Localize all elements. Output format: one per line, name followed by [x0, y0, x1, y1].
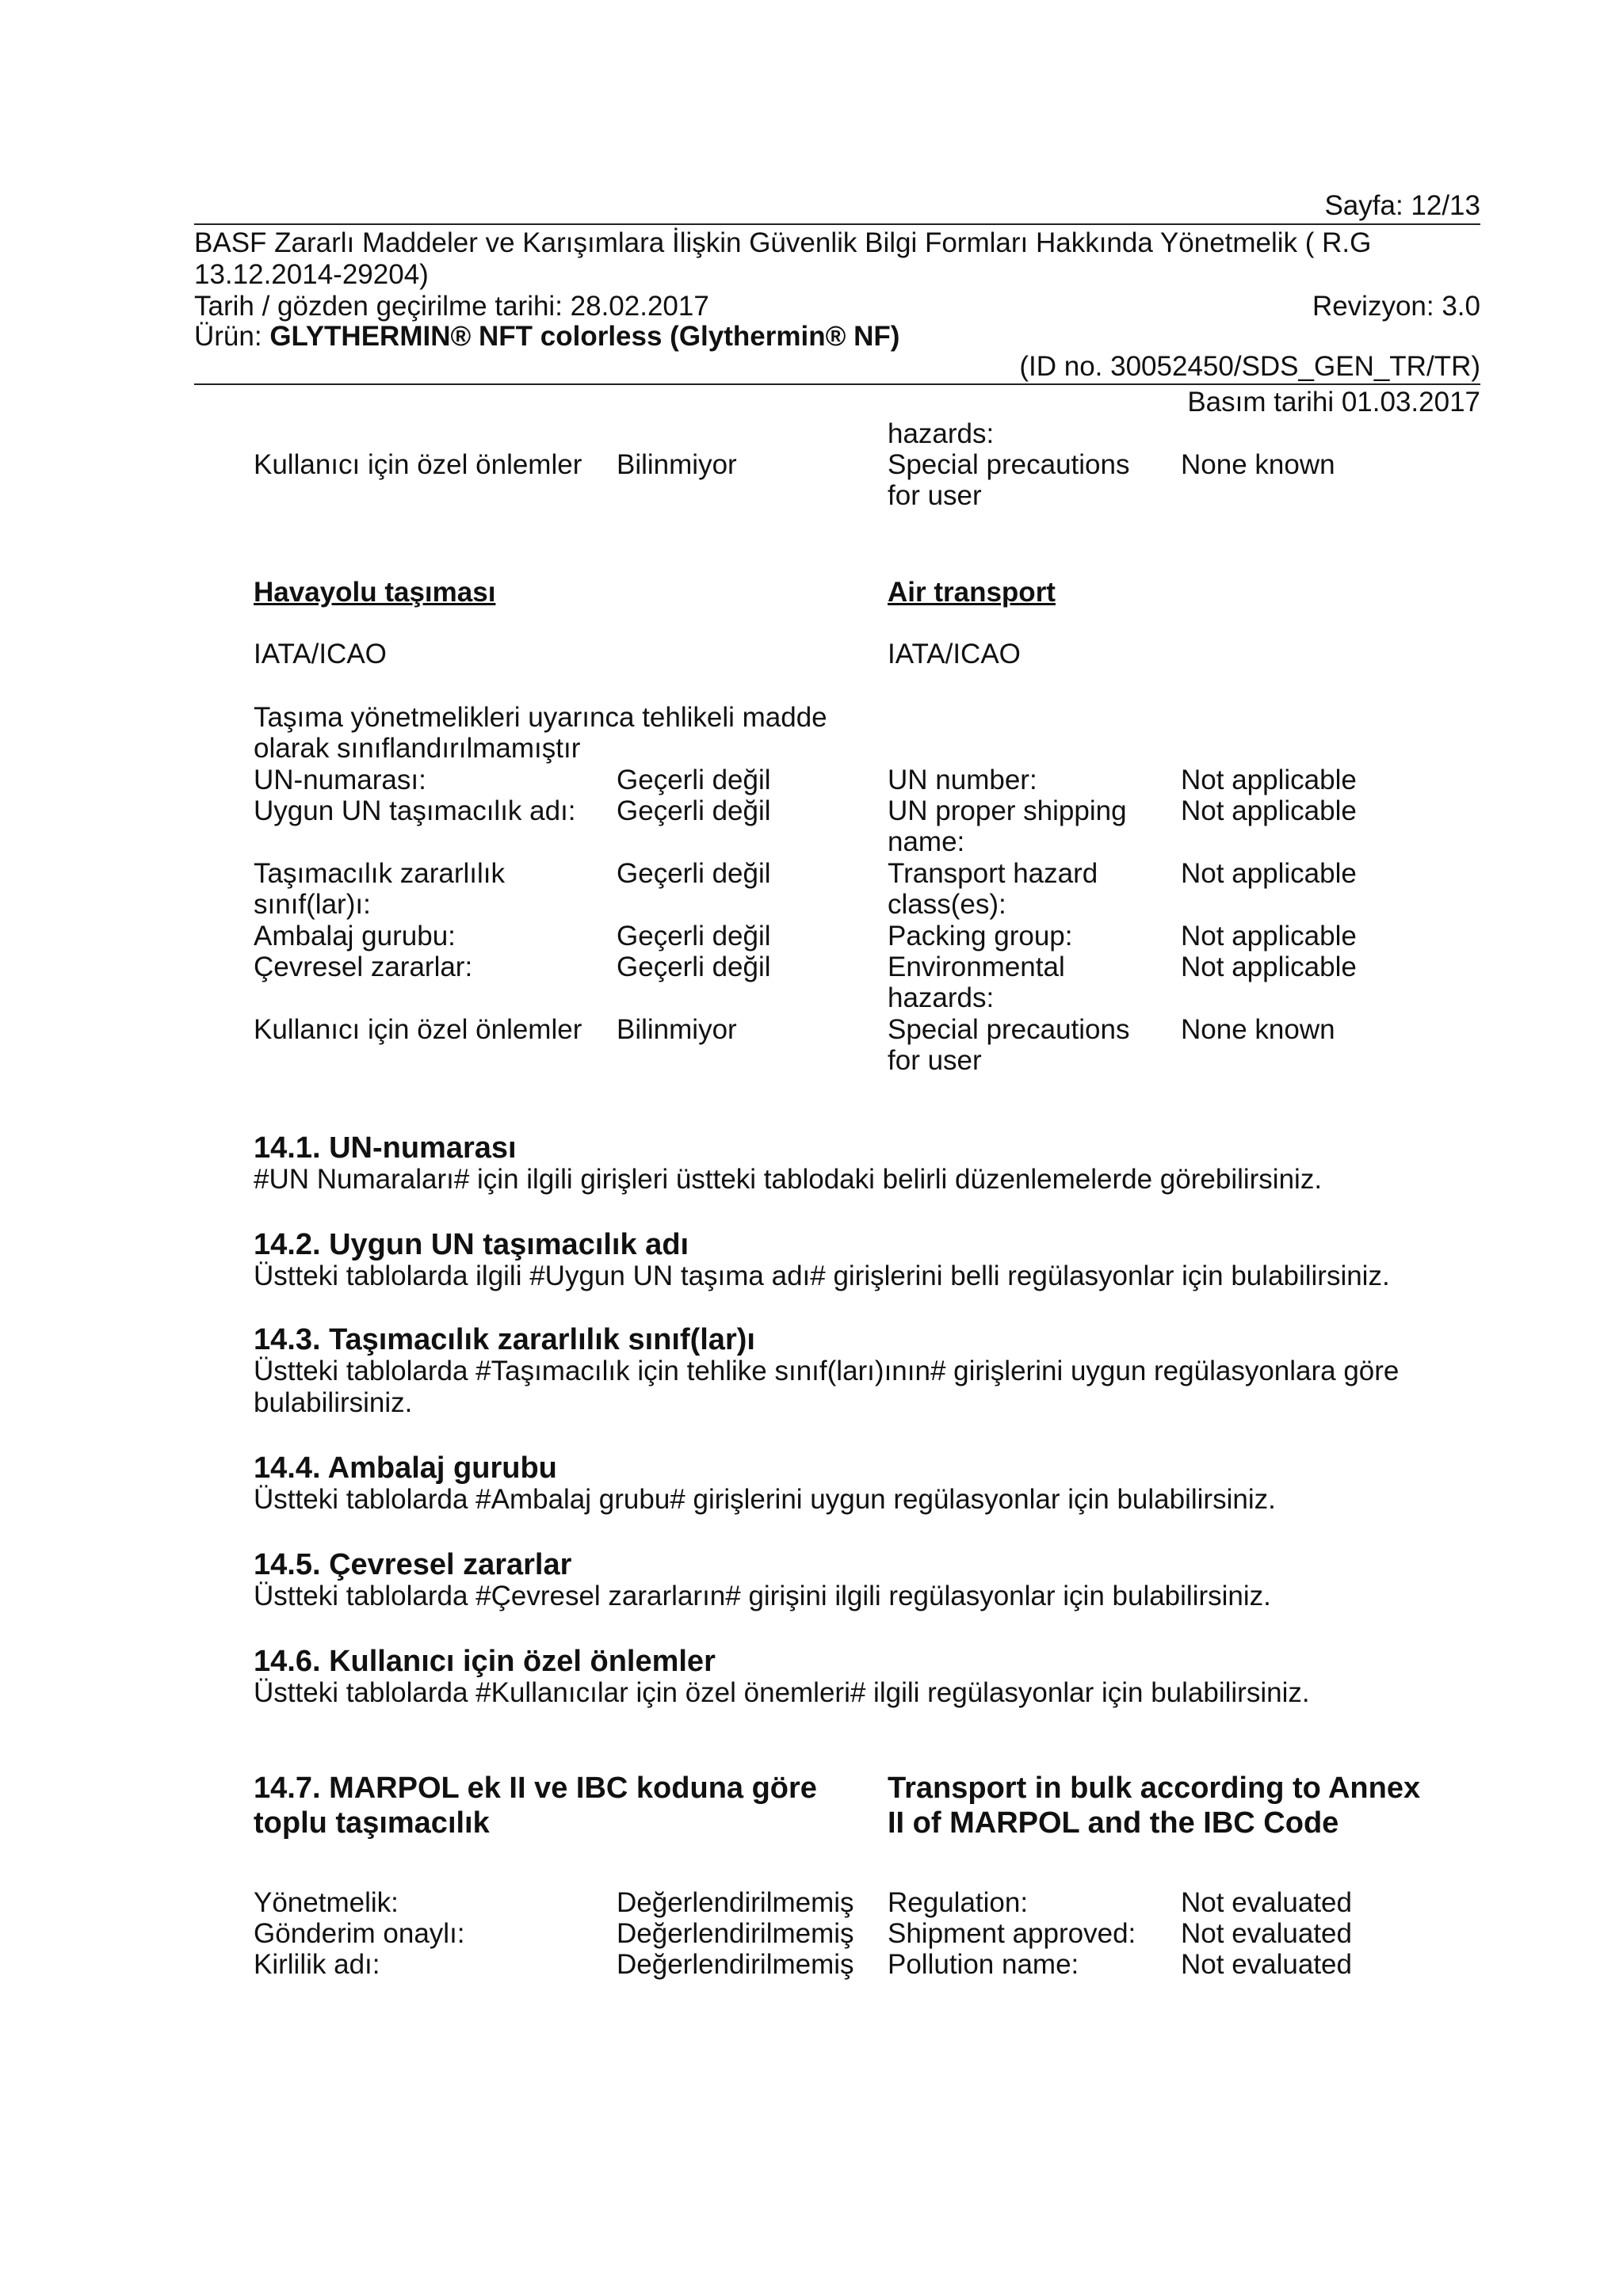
air-row-tr-value: Bilinmiyor	[617, 1014, 737, 1045]
iata-code-tr: IATA/ICAO	[254, 639, 387, 669]
marpol-row-tr-value: Değerlendirilmemiş	[617, 1918, 854, 1949]
air-row-tr-label: Taşımacılık zararlılık	[254, 858, 505, 889]
header-top-rule	[194, 223, 1480, 225]
air-row-tr-label: Kullanıcı için özel önlemler	[254, 1014, 582, 1045]
marpol-title-en-line1: Transport in bulk according to Annex	[888, 1772, 1421, 1805]
section-title: 14.5. Çevresel zararlar	[254, 1548, 572, 1581]
section-text: Üstteki tablolarda #Kullanıcılar için özel önemleri# ilgili regülasyonlar için bulabilirsiniz.	[254, 1677, 1310, 1708]
special-precautions-en-label-2: for user	[888, 480, 982, 511]
section-text-cont: bulabilirsiniz.	[254, 1387, 413, 1418]
air-row-tr-value: Geçerli değil	[617, 921, 771, 952]
revision-number: Revizyon: 3.0	[1312, 291, 1480, 322]
air-row-en-label-cont: hazards:	[888, 982, 995, 1013]
marpol-row-tr-label: Kirlilik adı:	[254, 1949, 380, 1980]
iata-code-en: IATA/ICAO	[888, 639, 1021, 669]
air-row-en-value: Not applicable	[1181, 858, 1357, 889]
air-row-en-label: Packing group:	[888, 921, 1073, 952]
page-number: Sayfa: 12/13	[1324, 190, 1480, 221]
marpol-title-en-line2: II of MARPOL and the IBC Code	[888, 1806, 1339, 1840]
special-precautions-tr-value: Bilinmiyor	[617, 449, 737, 480]
section-title: 14.6. Kullanıcı için özel önlemler	[254, 1645, 716, 1678]
section-title: 14.3. Taşımacılık zararlılık sınıf(lar)ı	[254, 1323, 755, 1356]
id-number: (ID no. 30052450/SDS_GEN_TR/TR)	[1019, 351, 1480, 382]
section-text: Üstteki tablolarda ilgili #Uygun UN taşıma adı# girişlerini belli regülasyonlar için bulabilirsiniz.	[254, 1261, 1390, 1291]
air-transport-title-en: Air transport	[888, 577, 1056, 608]
air-row-tr-value: Geçerli değil	[617, 952, 771, 982]
air-row-tr-label: UN-numarası:	[254, 765, 426, 795]
air-row-en-value: Not applicable	[1181, 795, 1357, 826]
section-title: 14.1. UN-numarası	[254, 1131, 517, 1165]
revision-date: Tarih / gözden geçirilme tarihi: 28.02.2017	[194, 291, 709, 322]
section-title: 14.4. Ambalaj gurubu	[254, 1451, 557, 1485]
section-text: Üstteki tablolarda #Çevresel zararların# girişini ilgili regülasyonlar için bulabilirsiniz.	[254, 1581, 1271, 1611]
section-title: 14.2. Uygun UN taşımacılık adı	[254, 1228, 689, 1261]
marpol-row-en-value: Not evaluated	[1181, 1918, 1352, 1949]
air-row-en-value: Not applicable	[1181, 921, 1357, 952]
air-row-en-label: Special precautions	[888, 1014, 1130, 1045]
air-transport-title-tr: Havayolu taşıması	[254, 577, 496, 608]
air-row-en-value: Not applicable	[1181, 765, 1357, 795]
section-text: #UN Numaraları# için ilgili girişleri üstteki tablodaki belirli düzenlemelerde görebilirsiniz.	[254, 1164, 1323, 1195]
air-row-tr-label-cont: sınıf(lar)ı:	[254, 889, 371, 920]
marpol-title-tr-line2: toplu taşımacılık	[254, 1806, 490, 1840]
regulation-title-line1: BASF Zararlı Maddeler ve Karışımlara İlişkin Güvenlik Bilgi Formları Hakkında Yönetmelik ( R.G	[194, 227, 1372, 258]
marpol-row-en-value: Not evaluated	[1181, 1949, 1352, 1980]
not-classified-line1: Taşıma yönetmelikleri uyarınca tehlikeli madde	[254, 702, 827, 733]
air-row-en-value: Not applicable	[1181, 952, 1357, 982]
header-bottom-rule	[194, 383, 1480, 385]
marpol-row-en-label: Shipment approved:	[888, 1918, 1136, 1949]
air-row-en-value: None known	[1181, 1014, 1335, 1045]
air-row-tr-label: Ambalaj gurubu:	[254, 921, 456, 952]
special-precautions-en-value: None known	[1181, 449, 1335, 480]
air-row-tr-value: Geçerli değil	[617, 795, 771, 826]
not-classified-line2: olarak sınıflandırılmamıştır	[254, 733, 581, 764]
air-row-tr-value: Geçerli değil	[617, 858, 771, 889]
section-text: Üstteki tablolarda #Taşımacılık için tehlike sınıf(ları)ının# girişlerini uygun regülasyonlara göre	[254, 1356, 1400, 1386]
air-row-en-label-cont: class(es):	[888, 889, 1006, 920]
special-precautions-tr-label: Kullanıcı için özel önlemler	[254, 449, 582, 480]
hazards-continued: hazards:	[888, 418, 995, 449]
marpol-row-tr-label: Yönetmelik:	[254, 1887, 399, 1918]
regulation-title-line2: 13.12.2014-29204)	[194, 259, 429, 290]
marpol-row-tr-value: Değerlendirilmemiş	[617, 1949, 854, 1980]
marpol-row-tr-value: Değerlendirilmemiş	[617, 1887, 854, 1918]
air-row-en-label: Transport hazard	[888, 858, 1098, 889]
section-text: Üstteki tablolarda #Ambalaj grubu# girişlerini uygun regülasyonlar için bulabilirsiniz.	[254, 1484, 1276, 1515]
marpol-row-en-label: Pollution name:	[888, 1949, 1079, 1980]
air-row-en-label-cont: for user	[888, 1045, 982, 1076]
marpol-row-en-value: Not evaluated	[1181, 1887, 1352, 1918]
air-row-en-label: Environmental	[888, 952, 1065, 982]
product-label: Ürün:	[194, 321, 270, 352]
special-precautions-en-label-1: Special precautions	[888, 449, 1130, 480]
marpol-title-tr-line1: 14.7. MARPOL ek II ve IBC koduna göre	[254, 1772, 817, 1805]
air-row-en-label-cont: name:	[888, 826, 965, 857]
air-row-tr-label: Uygun UN taşımacılık adı:	[254, 795, 576, 826]
print-date: Basım tarihi 01.03.2017	[1187, 387, 1480, 418]
air-row-tr-label: Çevresel zararlar:	[254, 952, 473, 982]
marpol-row-en-label: Regulation:	[888, 1887, 1029, 1918]
air-row-en-label: UN number:	[888, 765, 1037, 795]
product-name: GLYTHERMIN® NFT colorless (Glythermin® NF)	[269, 321, 900, 352]
air-row-tr-value: Geçerli değil	[617, 765, 771, 795]
marpol-row-tr-label: Gönderim onaylı:	[254, 1918, 465, 1949]
air-row-en-label: UN proper shipping	[888, 795, 1127, 826]
product-line	[194, 321, 899, 353]
